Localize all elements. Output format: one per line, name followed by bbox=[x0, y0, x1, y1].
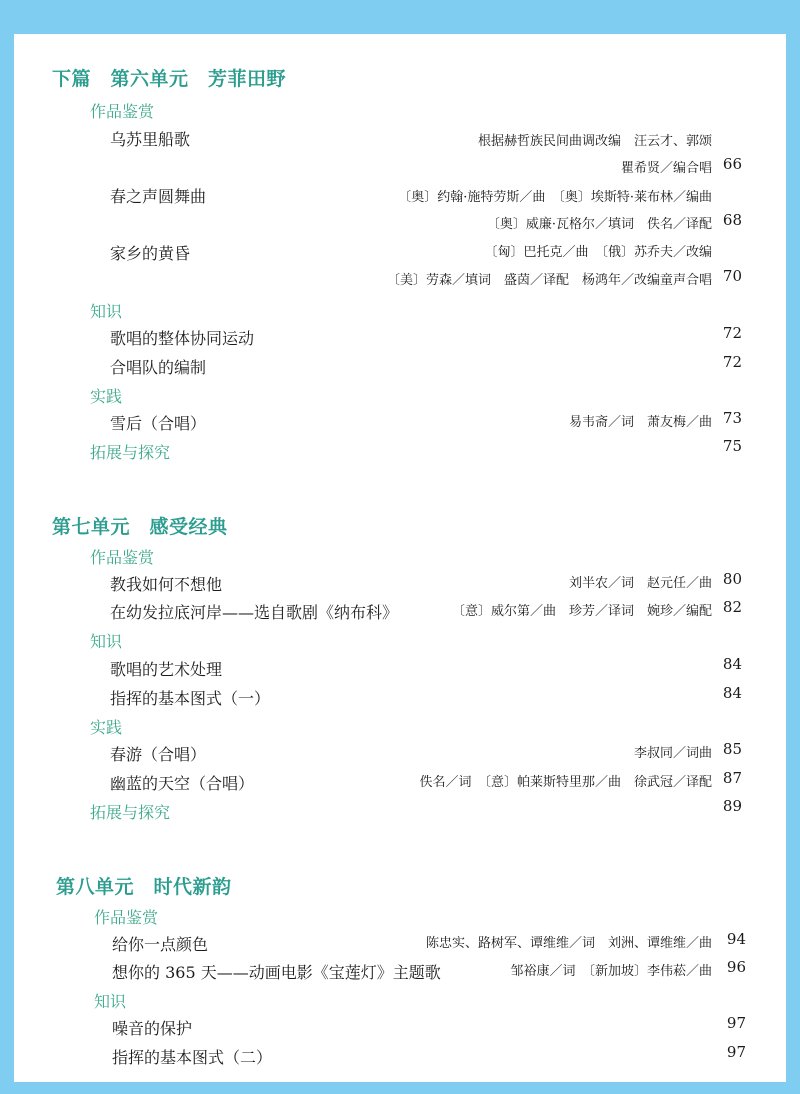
unit-heading: 第七单元 感受经典 bbox=[52, 516, 228, 538]
toc-item-title[interactable]: 歌唱的艺术处理 bbox=[110, 660, 223, 679]
toc-item-title[interactable]: 春之声圆舞曲 bbox=[110, 187, 207, 206]
toc-item-page: 94 bbox=[726, 930, 746, 948]
toc-item-page: 80 bbox=[722, 570, 742, 588]
toc-item-credit: 刘半农／词 赵元任／曲 bbox=[568, 576, 712, 591]
toc-item-page: 70 bbox=[722, 267, 742, 285]
toc-item-page: 72 bbox=[722, 353, 742, 371]
toc-item-page: 66 bbox=[722, 155, 742, 173]
toc-item-title[interactable]: 噪音的保护 bbox=[112, 1019, 193, 1038]
toc-item-page: 85 bbox=[722, 740, 742, 758]
toc-item-page: 72 bbox=[722, 324, 742, 342]
toc-item-title[interactable]: 给你一点颜色 bbox=[112, 935, 209, 954]
toc-item-page: 96 bbox=[726, 958, 746, 976]
toc-item-title[interactable]: 指挥的基本图式（二） bbox=[112, 1048, 273, 1067]
toc-item-page: 84 bbox=[722, 684, 742, 702]
toc-item-credit: 陈忠实、路树军、谭维维／词 刘洲、谭维维／曲 bbox=[425, 936, 712, 951]
section-extension[interactable]: 拓展与探究 bbox=[90, 803, 171, 822]
toc-item-title[interactable]: 合唱队的编制 bbox=[110, 358, 207, 377]
toc-item-credit: 李叔同／词曲 bbox=[633, 746, 712, 761]
section-practice: 实践 bbox=[90, 718, 123, 737]
toc-item-page: 73 bbox=[722, 409, 742, 427]
toc-item-title[interactable]: 歌唱的整体协同运动 bbox=[110, 329, 255, 348]
toc-item-title[interactable]: 指挥的基本图式（一） bbox=[110, 689, 271, 708]
toc-item-credit: 〔意〕威尔第／曲 珍芳／译词 婉珍／编配 bbox=[451, 604, 712, 619]
toc-item-page: 75 bbox=[722, 437, 742, 455]
toc-item-title[interactable]: 想你的 365 天——动画电影《宝莲灯》主题歌 bbox=[112, 963, 441, 982]
toc-item-title[interactable]: 幽蓝的天空（合唱） bbox=[110, 774, 255, 793]
toc-item-page: 97 bbox=[726, 1014, 746, 1032]
toc-item-page: 97 bbox=[726, 1043, 746, 1061]
toc-item-credit: 根据赫哲族民间曲调改编 汪云才、郭颂 bbox=[477, 134, 712, 149]
toc-item-title[interactable]: 教我如何不想他 bbox=[110, 575, 223, 594]
unit-heading: 第八单元 时代新韵 bbox=[56, 876, 232, 898]
toc-item-credit: 〔奥〕威廉·瓦格尔／填词 佚名／译配 bbox=[486, 217, 712, 232]
toc-item-page: 82 bbox=[722, 598, 742, 616]
toc-item-page: 68 bbox=[722, 211, 742, 229]
toc-item-page: 87 bbox=[722, 769, 742, 787]
toc-item-page: 89 bbox=[722, 797, 742, 815]
toc-item-credit: 〔美〕劳森／填词 盛茵／译配 杨鸿年／改编童声合唱 bbox=[386, 273, 712, 288]
toc-item-page: 84 bbox=[722, 655, 742, 673]
toc-item-title[interactable]: 雪后（合唱） bbox=[110, 414, 207, 433]
toc-item-credit: 佚名／词 〔意〕帕莱斯特里那／曲 徐武冠／译配 bbox=[419, 775, 712, 790]
section-knowledge: 知识 bbox=[90, 632, 123, 651]
toc-item-credit: 〔奥〕约翰·施特劳斯／曲 〔奥〕埃斯特·莱布林／编曲 bbox=[398, 190, 712, 205]
section-practice: 实践 bbox=[90, 387, 123, 406]
section-works: 作品鉴赏 bbox=[94, 908, 159, 927]
section-knowledge: 知识 bbox=[94, 992, 127, 1011]
toc-item-credit: 瞿希贤／编合唱 bbox=[620, 161, 712, 176]
toc-item-title[interactable]: 在幼发拉底河岸——选自歌剧《纳布科》 bbox=[110, 603, 399, 622]
toc-item-credit: 〔匈〕巴托克／曲 〔俄〕苏乔夫／改编 bbox=[484, 245, 712, 260]
section-works: 作品鉴赏 bbox=[90, 548, 155, 567]
section-knowledge: 知识 bbox=[90, 302, 123, 321]
section-extension[interactable]: 拓展与探究 bbox=[90, 443, 171, 462]
toc-item-title[interactable]: 家乡的黄昏 bbox=[110, 244, 191, 263]
unit-heading: 下篇 第六单元 芳菲田野 bbox=[52, 68, 287, 90]
toc-item-title[interactable]: 春游（合唱） bbox=[110, 745, 207, 764]
section-works: 作品鉴赏 bbox=[90, 102, 155, 121]
toc-item-credit: 邹裕康／词 〔新加坡〕李伟菘／曲 bbox=[510, 964, 712, 979]
toc-item-title[interactable]: 乌苏里船歌 bbox=[110, 130, 191, 149]
toc-item-credit: 易韦斋／词 萧友梅／曲 bbox=[568, 415, 712, 430]
